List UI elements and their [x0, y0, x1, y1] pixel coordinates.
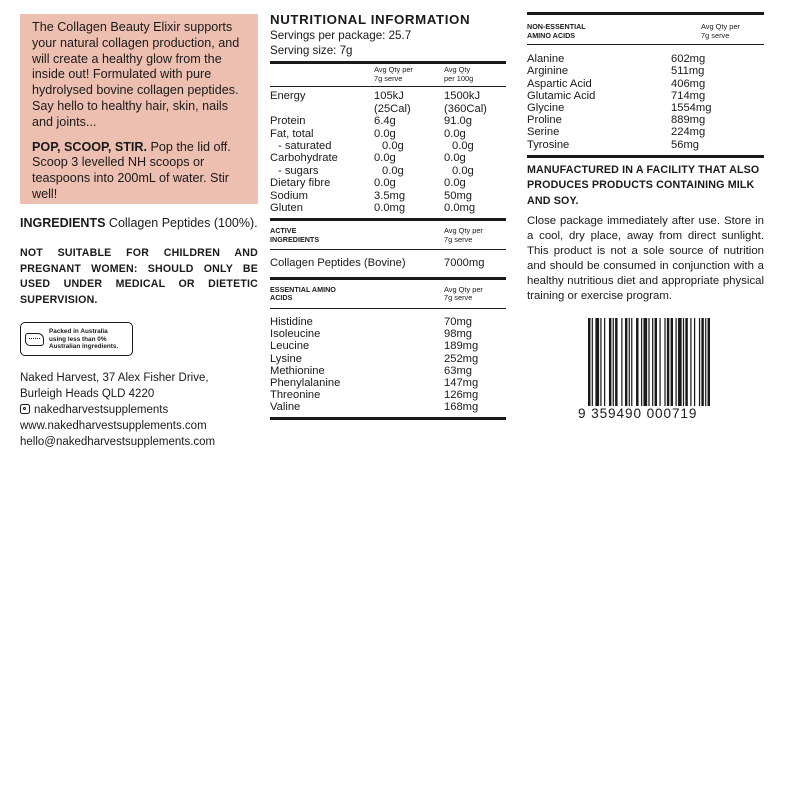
warning-text: NOT SUITABLE FOR CHILDREN AND PREGNANT WOMEN: SHOULD ONLY BE USED UNDER MEDICAL OR DIETETIC SUPERVISION.: [20, 247, 258, 306]
nutrient-per100g-value: 0.0mg: [444, 202, 476, 215]
australia-map-icon: [25, 333, 44, 346]
nutrient-serve-value: 0.0g: [382, 164, 404, 177]
amino-serve-value: 7000mg: [444, 256, 485, 269]
active-heading: ACTIVE INGREDIENTS: [270, 226, 320, 245]
nutrition-row: [270, 152, 506, 164]
barcode-bar: [621, 318, 622, 406]
nutrient-per100g-value: 0.0g: [452, 164, 474, 177]
amino-serve-value: 126mg: [444, 389, 479, 402]
barcode-bar: [699, 318, 700, 406]
nutrient-name: - sugars: [278, 164, 319, 177]
amino-serve-value: 98mg: [444, 328, 472, 341]
nutrient-per100g-value: 91.0g: [444, 115, 472, 128]
barcode-bar: [588, 318, 590, 406]
amino-name: Isoleucine: [270, 328, 321, 341]
nutrient-name: Gluten: [270, 202, 303, 215]
barcode-bar: [690, 318, 691, 406]
amino-name: Arginine: [527, 65, 569, 78]
nutrition-row: [270, 140, 506, 152]
barcode-bar: [701, 318, 703, 406]
barcode-bar: [705, 318, 706, 406]
nutrient-name: Carbohydrate: [270, 152, 338, 165]
ingredients-text: Collagen Peptides (100%).: [105, 216, 258, 230]
barcode-bar: [652, 318, 653, 406]
nutrient-serve-value: (25Cal): [374, 102, 411, 115]
essential-heading: ESSENTIAL AMINO ACIDS: [270, 284, 336, 303]
amino-name: Phenylalanine: [270, 377, 341, 390]
amino-row: [270, 353, 506, 365]
directions: [32, 140, 248, 203]
divider: [527, 155, 764, 158]
ingredients-line: [20, 216, 258, 230]
servings-per-package: Servings per package: 25.7: [270, 29, 412, 42]
barcode-bar: [615, 318, 617, 406]
nutrition-row: [270, 90, 506, 102]
barcode-bar: [613, 318, 614, 406]
packed-in-australia-label: [20, 322, 133, 356]
amino-row: [270, 340, 506, 352]
nutrition-row: [270, 103, 506, 115]
barcode-bar: [683, 318, 684, 406]
nutrition-column: [270, 12, 506, 420]
col-header-100g: Avg Qty per 100g: [444, 65, 474, 83]
amino-serve-value: 56mg: [671, 138, 699, 151]
amino-name: Tyrosine: [527, 138, 570, 151]
directions-lead: POP, SCOOP, STIR.: [32, 139, 148, 154]
nutrient-serve-value: 0.0g: [374, 177, 396, 190]
amino-row: [270, 377, 506, 389]
amino-row: [527, 139, 764, 151]
barcode: [578, 318, 710, 421]
nutrition-row: [270, 190, 506, 202]
divider: [270, 277, 506, 280]
packed-line: Packed in Australia: [49, 328, 108, 336]
amino-name: Lysine: [270, 352, 302, 365]
company-contact: [20, 370, 258, 450]
nutrient-serve-value: 105kJ: [374, 90, 404, 103]
barcode-bar: [625, 318, 627, 406]
barcode-bar: [592, 318, 593, 406]
instagram-handle[interactable]: [20, 402, 258, 418]
website-link[interactable]: www.nakedharvestsupplements.com: [20, 420, 207, 433]
serving-size: Serving size: 7g: [270, 43, 353, 57]
amino-row: [270, 389, 506, 401]
amino-row: [527, 90, 764, 102]
barcode-bar: [643, 318, 647, 406]
amino-serve-value: 70mg: [444, 316, 472, 329]
amino-serve-value: 511mg: [671, 65, 705, 78]
amino-name: Glutamic Acid: [527, 89, 596, 102]
amino-serve-value: 889mg: [671, 114, 706, 127]
packed-line: using less than 0%: [49, 335, 107, 343]
nutrient-serve-value: 0.0mg: [374, 202, 406, 215]
nutrient-per100g-value: (360Cal): [444, 102, 487, 115]
nutrient-name: Energy: [270, 90, 306, 103]
col-header-serve: Avg Qty per 7g serve: [701, 22, 740, 40]
nutrient-name: Dietary fibre: [270, 177, 331, 190]
ingredients-label: INGREDIENTS: [20, 216, 106, 230]
amino-serve-value: 714mg: [671, 89, 706, 102]
amino-name: Methionine: [270, 364, 325, 377]
barcode-bar: [685, 318, 687, 406]
amino-name: Alanine: [527, 53, 565, 66]
barcode-bar: [595, 318, 599, 406]
instagram-text: nakedharvestsupplements: [34, 404, 169, 417]
amino-serve-value: 1554mg: [671, 102, 712, 114]
active-rows: [270, 250, 506, 277]
nutrient-serve-value: 0.0g: [374, 127, 396, 140]
amino-name: Collagen Peptides (Bovine): [270, 256, 406, 269]
amino-row: [527, 102, 764, 114]
amino-row: [527, 126, 764, 138]
amino-serve-value: 189mg: [444, 340, 479, 353]
amino-serve-value: 224mg: [671, 126, 706, 139]
nutrient-serve-value: 0.0g: [382, 140, 404, 152]
nutrition-row: [270, 165, 506, 177]
barcode-bar: [675, 318, 676, 406]
amino-row: [527, 65, 764, 77]
nutrition-row: [270, 115, 506, 127]
instagram-icon: [20, 404, 30, 414]
barcode-bar: [604, 318, 605, 406]
divider: [270, 218, 506, 221]
barcode-bar: [629, 318, 630, 406]
nutrient-name: Protein: [270, 115, 306, 128]
amino-row: [270, 365, 506, 377]
address-line-1: Naked Harvest, 37 Alex Fisher Drive,: [20, 372, 209, 385]
amino-row: [270, 316, 506, 328]
product-intro: The Collagen Beauty Elixir supports your natural collagen production, and will create a healthy glow from the inside out! Formulated with pure hydrolysed bovine collagen peptides. Say hello to healthy hair, skin, nails and joints...: [32, 20, 240, 129]
directions-text: Pop the lid off. Scoop 3 levelled NH scoops or teaspoons into 200mL of water. Stir well!: [32, 139, 231, 201]
amino-name: Histidine: [270, 316, 313, 329]
nutrient-per100g-value: 0.0g: [452, 140, 474, 152]
amino-name: Glycine: [527, 102, 565, 114]
barcode-number: 9 359490 000719: [578, 406, 698, 421]
amino-name: Leucine: [270, 340, 310, 353]
barcode-bar: [708, 318, 710, 406]
left-column: [20, 14, 258, 450]
amino-serve-value: 252mg: [444, 352, 479, 365]
nutrient-name: Fat, total: [270, 127, 314, 140]
amino-name: Threonine: [270, 389, 321, 402]
barcode-bar: [664, 318, 665, 406]
nonessential-heading: NON-ESSENTIAL AMINO ACIDS: [527, 22, 586, 40]
packed-label-text: [49, 328, 118, 350]
nutrient-serve-value: 3.5mg: [374, 189, 406, 202]
divider: [270, 417, 506, 420]
email-link[interactable]: hello@nakedharvestsupplements.com: [20, 436, 216, 449]
amino-row: [527, 53, 764, 65]
nutrition-row: [270, 128, 506, 140]
amino-serve-value: 602mg: [671, 53, 706, 66]
nutrient-per100g-value: 0.0g: [444, 152, 466, 165]
nutrition-row: [270, 202, 506, 214]
nutrition-header: [270, 64, 506, 86]
nutrient-per100g-value: 0.0g: [444, 177, 466, 190]
packed-line: Australian ingredients.: [49, 343, 119, 351]
essential-header: [270, 282, 506, 308]
amino-row: [527, 78, 764, 90]
barcode-bar: [667, 318, 669, 406]
barcode-bar: [648, 318, 649, 406]
nutrient-per100g-value: 50mg: [444, 189, 472, 202]
barcode-bar: [655, 318, 657, 406]
col-header-serve: Avg Qty per 7g serve: [444, 226, 483, 245]
barcode-bar: [659, 318, 660, 406]
nutrient-serve-value: 6.4g: [374, 115, 396, 128]
amino-name: Valine: [270, 401, 301, 414]
nutrient-name: [270, 103, 374, 115]
nutrient-name: Sodium: [270, 189, 308, 202]
amino-name: Proline: [527, 114, 562, 127]
product-description-box: [20, 14, 258, 204]
nutrition-title: NUTRITIONAL INFORMATION: [270, 12, 471, 27]
nutrient-name: - saturated: [278, 140, 332, 152]
amino-name: Serine: [527, 126, 560, 139]
amino-name: Aspartic Acid: [527, 77, 592, 90]
right-column: [527, 12, 764, 304]
amino-serve-value: 168mg: [444, 401, 479, 414]
active-header: [270, 223, 506, 248]
amino-row: [270, 257, 506, 269]
amino-serve-value: 406mg: [671, 77, 706, 90]
nutrition-rows: [270, 87, 506, 218]
nutrition-row: [270, 177, 506, 189]
barcode-bar: [641, 318, 642, 406]
nutrient-serve-value: 0.0g: [374, 152, 396, 165]
barcode-bars: [588, 318, 710, 406]
col-header-serve: Avg Qty per 7g serve: [444, 284, 483, 303]
amino-row: [270, 328, 506, 340]
storage-note: Close package immediately after use. Store in a cool, dry place, away from direct sunlight. This product is not a sole source of nutrition and should be consumed in conjunction with a healthy nutritious diet and appropriate physical training or exercise program.: [527, 214, 764, 303]
amino-serve-value: 63mg: [444, 364, 472, 377]
col-header-serve: Avg Qty per 7g serve: [374, 65, 413, 83]
barcode-bar: [678, 318, 682, 406]
amino-serve-value: 147mg: [444, 377, 479, 390]
nonessential-rows: [527, 45, 764, 155]
address-line-2: Burleigh Heads QLD 4220: [20, 388, 155, 401]
nonessential-header: [527, 15, 764, 44]
manufacturing-note: MANUFACTURED IN A FACILITY THAT ALSO PRODUCES PRODUCTS CONTAINING MILK AND SOY.: [527, 163, 760, 207]
barcode-bar: [609, 318, 611, 406]
essential-rows: [270, 309, 506, 417]
nutrient-per100g-value: 1500kJ: [444, 90, 481, 103]
amino-row: [527, 114, 764, 126]
amino-row: [270, 401, 506, 413]
barcode-bar: [636, 318, 638, 406]
barcode-bar: [671, 318, 673, 406]
nutrient-per100g-value: 0.0g: [444, 127, 466, 140]
barcode-bar: [600, 318, 601, 406]
barcode-bar: [631, 318, 632, 406]
barcode-bar: [694, 318, 695, 406]
